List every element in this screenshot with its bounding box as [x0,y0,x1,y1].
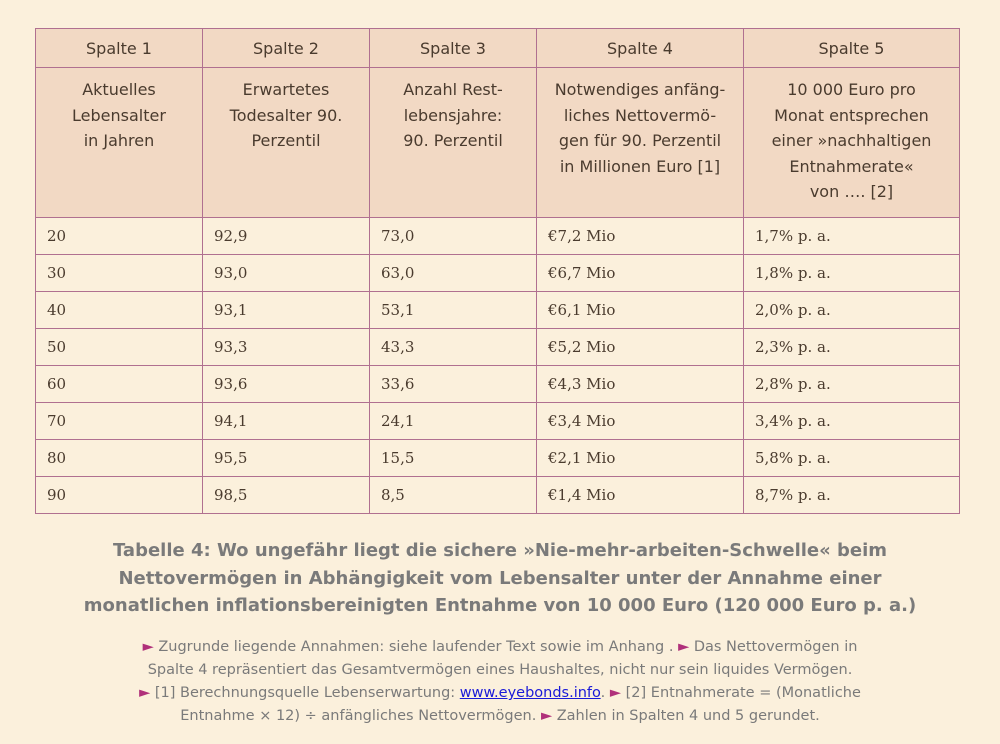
table-caption [30,537,970,620]
table-cell: 30 [36,255,203,292]
table-cell: 8,5 [370,477,537,514]
table-cell: 40 [36,292,203,329]
source-link[interactable]: www.eyebonds.info [459,685,601,701]
footnote-line [30,682,970,705]
table-cell: 15,5 [370,440,537,477]
table-cell: €7,2 Mio [537,218,744,255]
table-cell: 33,6 [370,366,537,403]
arrow-right-icon: ► [142,639,154,655]
table-row [36,255,960,292]
table-cell: 93,6 [203,366,370,403]
table-cell: 3,4% p. a. [744,403,960,440]
table-cell: 73,0 [370,218,537,255]
table-cell: 2,0% p. a. [744,292,960,329]
table-cell: 90 [36,477,203,514]
table-cell: 2,8% p. a. [744,366,960,403]
column-description: Notwendiges anfäng- liches Nettovermö- gen für 90. Perzentil in Millionen Euro [1] [537,68,744,218]
table-cell: 1,7% p. a. [744,218,960,255]
table-row [36,440,960,477]
arrow-right-icon: ► [678,639,690,655]
table-cell: 70 [36,403,203,440]
table-cell: 20 [36,218,203,255]
note-rate: [2] Entnahmerate = (Monatliche [621,685,861,701]
arrow-right-icon: ► [540,708,553,724]
table-cell: 2,3% p. a. [744,329,960,366]
caption-line: Nettovermögen in Abhängigkeit vom Lebensalter unter der Annahme einer [118,567,882,589]
note-source-end: . [600,685,610,701]
description-row [36,68,960,218]
table-cell: 93,0 [203,255,370,292]
column-header: Spalte 4 [537,29,744,68]
table-cell: €3,4 Mio [537,403,744,440]
table-cell: 92,9 [203,218,370,255]
table-cell: 93,1 [203,292,370,329]
note-net-worth-cont: Spalte 4 repräsentiert das Gesamtvermögen eines Haushaltes, nicht nur sein liquides Vermögen. [147,662,853,678]
column-header: Spalte 5 [744,29,960,68]
table-cell: €2,1 Mio [537,440,744,477]
table-cell: €6,7 Mio [537,255,744,292]
table-cell: 98,5 [203,477,370,514]
footnotes [30,636,970,728]
note-source: [1] Berechnungsquelle Lebenserwartung: [150,685,460,701]
column-description: 10 000 Euro pro Monat entsprechen einer »nachhaltigen Entnahmerate« von …. [2] [744,68,960,218]
table-cell: 8,7% p. a. [744,477,960,514]
table-row [36,477,960,514]
note-assumptions: Zugrunde liegende Annahmen: siehe laufender Text sowie im Anhang . [153,639,679,655]
table-cell: €6,1 Mio [537,292,744,329]
table-cell: 5,8% p. a. [744,440,960,477]
footnote-line [30,705,970,728]
column-description: Aktuelles Lebensalter in Jahren [36,68,203,218]
table-cell: 50 [36,329,203,366]
header-row [36,29,960,68]
table-row [36,329,960,366]
table-cell: 80 [36,440,203,477]
table-row [36,366,960,403]
table-cell: €5,2 Mio [537,329,744,366]
column-header: Spalte 3 [370,29,537,68]
arrow-right-icon: ► [609,685,622,701]
table-cell: 94,1 [203,403,370,440]
table-cell: 93,3 [203,329,370,366]
table-cell: €1,4 Mio [537,477,744,514]
table-row [36,292,960,329]
note-rate-cont: Entnahme × 12) ÷ anfängliches Nettovermögen. [180,708,541,724]
column-header: Spalte 1 [36,29,203,68]
data-table [35,28,960,514]
note-rounding: Zahlen in Spalten 4 und 5 gerundet. [552,708,820,724]
caption-line: Tabelle 4: Wo ungefähr liegt die sichere »Nie-mehr-arbeiten-Schwelle« beim [112,540,888,561]
table-cell: 63,0 [370,255,537,292]
table-cell: 95,5 [203,440,370,477]
table-cell: 60 [36,366,203,403]
table-cell: 1,8% p. a. [744,255,960,292]
table-cell: €4,3 Mio [537,366,744,403]
note-net-worth: Das Nettovermögen in [689,639,858,655]
table-row [36,218,960,255]
table-row [36,403,960,440]
table-cell: 43,3 [370,329,537,366]
footnote-line [30,636,970,659]
column-description: Anzahl Rest- lebensjahre: 90. Perzentil [370,68,537,218]
column-description: Erwartetes Todesalter 90. Perzentil [203,68,370,218]
footnote-line [30,659,970,682]
arrow-right-icon: ► [139,685,151,701]
table-cell: 24,1 [370,403,537,440]
column-header: Spalte 2 [203,29,370,68]
table-cell: 53,1 [370,292,537,329]
caption-line: monatlichen inflationsbereinigten Entnahme von 10 000 Euro (120 000 Euro p. a.) [83,595,917,616]
